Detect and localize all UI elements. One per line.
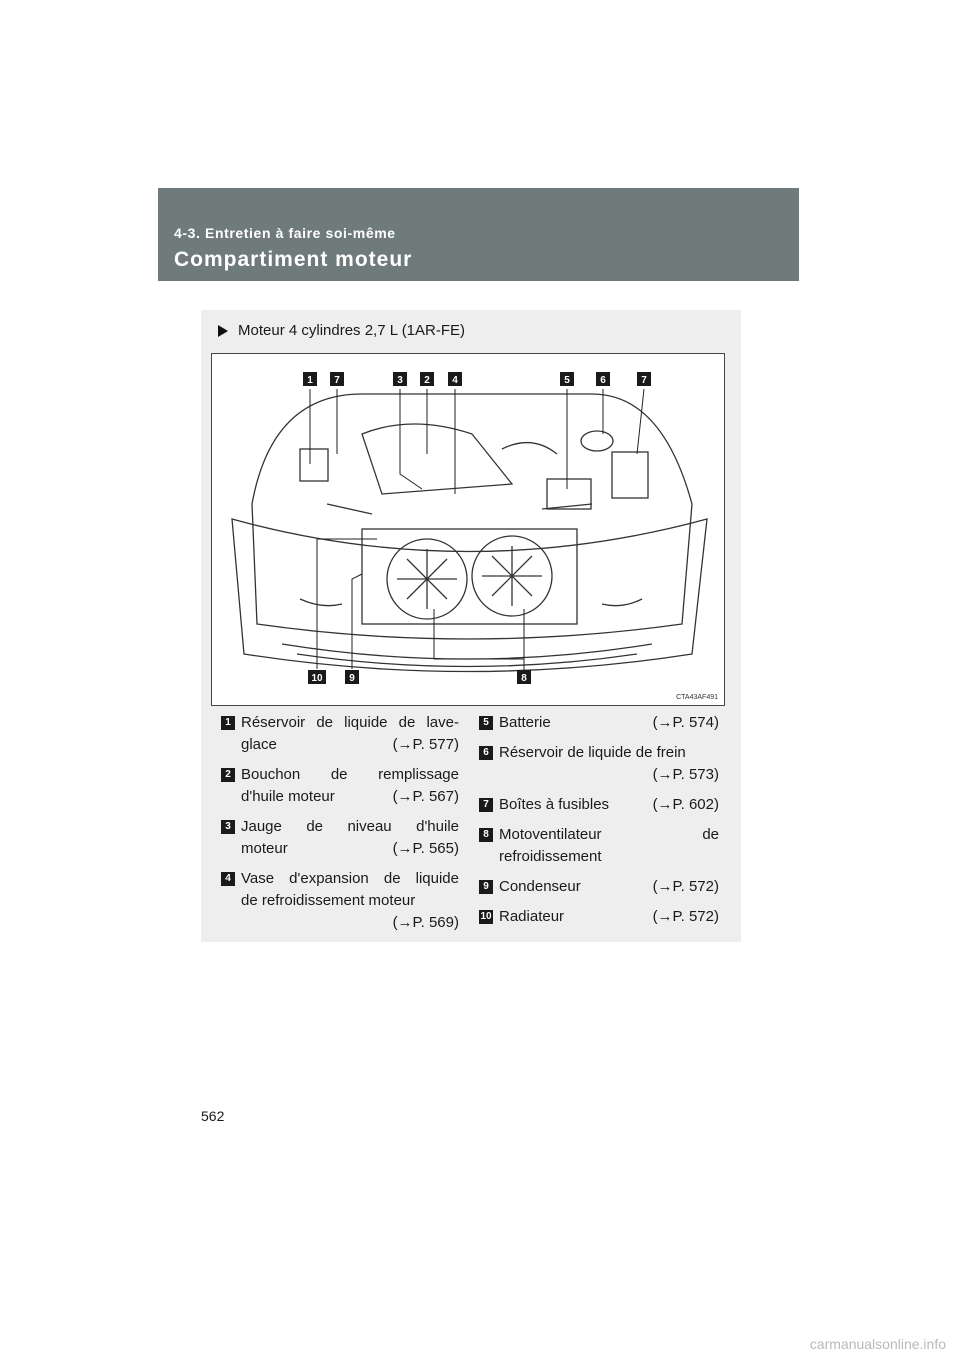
legend-right bbox=[479, 704, 719, 928]
legend-label-line1: Vase d'expansion de liquide bbox=[241, 870, 459, 887]
subsection-title: 4-3. Entretien à faire soi-même bbox=[174, 225, 396, 241]
legend-label-line2: refroidissement bbox=[499, 848, 602, 865]
legend-item bbox=[221, 764, 459, 808]
legend-item bbox=[221, 868, 459, 934]
lower-grille bbox=[282, 644, 652, 659]
callout-2-label: 2 bbox=[424, 375, 430, 386]
leader-10 bbox=[317, 539, 377, 669]
fuse-box-right-shape bbox=[612, 452, 648, 498]
legend-item bbox=[479, 906, 719, 928]
legend-item bbox=[221, 816, 459, 860]
leader-9 bbox=[352, 574, 362, 669]
page-reference: (→P. 572) bbox=[652, 908, 719, 925]
fan-right-blades bbox=[482, 546, 542, 606]
fan-left-blades bbox=[397, 549, 457, 609]
lower-grille-2 bbox=[297, 654, 637, 667]
legend-number-badge: 9 bbox=[479, 880, 493, 894]
page-reference: (→P. 565) bbox=[392, 840, 459, 857]
legend-item bbox=[221, 712, 459, 756]
front-bumper bbox=[232, 519, 707, 672]
section-header bbox=[158, 188, 799, 281]
legend-label-line2: glace bbox=[241, 736, 277, 753]
fog-lamps bbox=[300, 599, 642, 606]
legend-label-line2: d'huile moteur bbox=[241, 788, 335, 805]
legend-label-line1: Motoventilateur de bbox=[499, 826, 719, 843]
page-reference: (→P. 602) bbox=[652, 796, 719, 813]
callout-10-label: 10 bbox=[311, 673, 323, 684]
legend-left bbox=[221, 704, 459, 934]
callout-7b-label: 7 bbox=[641, 375, 647, 386]
leader-7b bbox=[637, 389, 644, 454]
legend-item bbox=[479, 712, 719, 734]
page-reference: (→P. 569) bbox=[392, 914, 459, 931]
legend-label-line2: de refroidissement moteur bbox=[241, 892, 416, 909]
callout-4-label: 4 bbox=[452, 375, 458, 386]
figure-code: CTA43AF491 bbox=[676, 694, 718, 701]
legend-item bbox=[479, 742, 719, 786]
engine-variant-label: Moteur 4 cylindres 2,7 L (1AR-FE) bbox=[238, 322, 466, 339]
engine-block bbox=[362, 424, 512, 494]
legend-label: Réservoir de liquide de frein bbox=[499, 744, 686, 761]
leader-3 bbox=[400, 389, 422, 489]
radiator bbox=[362, 529, 577, 624]
page-reference: (→P. 567) bbox=[392, 788, 459, 805]
page-number: 562 bbox=[201, 1108, 225, 1124]
legend-label-line2: moteur bbox=[241, 840, 288, 857]
callout-7a-label: 7 bbox=[334, 375, 340, 386]
legend-number-badge: 2 bbox=[221, 768, 235, 782]
legend-number-badge: 8 bbox=[479, 828, 493, 842]
legend-label-line1: Réservoir de liquide de lave- bbox=[241, 714, 459, 731]
page-reference: (→P. 573) bbox=[652, 766, 719, 783]
washer-tank-shape bbox=[300, 449, 328, 481]
engine-variant bbox=[218, 322, 465, 339]
legend-number-badge: 4 bbox=[221, 872, 235, 886]
watermark-link[interactable]: carmanualsonline.info bbox=[809, 1336, 946, 1352]
legend-label: Condenseur bbox=[499, 878, 581, 895]
callout-3-label: 3 bbox=[397, 375, 403, 386]
legend-number-badge: 5 bbox=[479, 716, 493, 730]
intake-pipe bbox=[502, 443, 557, 454]
legend-label: Batterie bbox=[499, 714, 551, 731]
legend-label: Radiateur bbox=[499, 908, 565, 925]
hood-opening-outline bbox=[252, 394, 692, 639]
engine-figure bbox=[211, 353, 725, 706]
page-reference: (→P. 572) bbox=[652, 878, 719, 895]
legend-label-line1: Jauge de niveau d'huile bbox=[241, 818, 459, 835]
content-panel bbox=[201, 310, 741, 942]
legend-item bbox=[479, 794, 719, 816]
legend-number-badge: 10 bbox=[480, 911, 492, 922]
page-reference: (→P. 577) bbox=[392, 736, 459, 753]
callout-8-label: 8 bbox=[521, 673, 527, 684]
brake-reservoir-shape bbox=[581, 431, 613, 451]
engine-illustration bbox=[212, 354, 724, 705]
legend-item bbox=[479, 876, 719, 898]
triangle-bullet-icon bbox=[218, 325, 228, 337]
page-reference: (→P. 574) bbox=[652, 714, 719, 731]
callout-5-label: 5 bbox=[564, 375, 570, 386]
callout-6-label: 6 bbox=[600, 375, 606, 386]
legend-item bbox=[479, 824, 719, 868]
legend-number-badge: 7 bbox=[479, 798, 493, 812]
callout-9-label: 9 bbox=[349, 673, 355, 684]
legend-number-badge: 1 bbox=[221, 716, 235, 730]
callout-1-label: 1 bbox=[307, 375, 313, 386]
legend-label-line1: Bouchon de remplissage bbox=[241, 766, 459, 783]
page-title: Compartiment moteur bbox=[174, 248, 413, 271]
legend-number-badge: 3 bbox=[221, 820, 235, 834]
legend-label: Boîtes à fusibles bbox=[499, 796, 610, 813]
legend-number-badge: 6 bbox=[479, 746, 493, 760]
